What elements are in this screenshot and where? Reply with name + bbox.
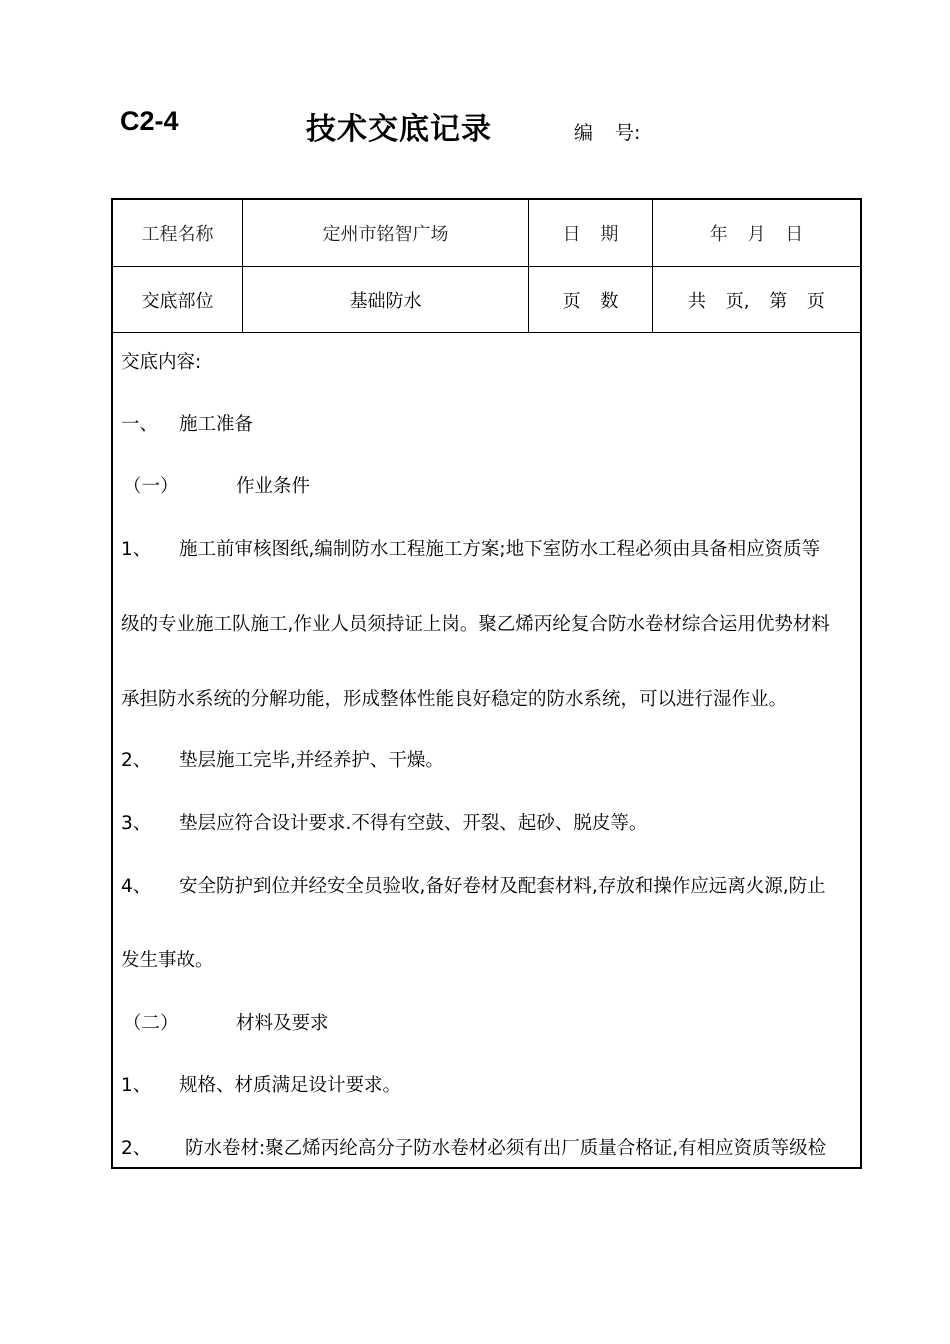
project-name-value: 定州市铭智广场 xyxy=(243,200,529,266)
document-code: C2-4 xyxy=(120,106,179,136)
item-1-line-3: 承担防水系统的分解功能，形成整体性能良好稳定的防水系统，可以进行湿作业。 xyxy=(121,689,788,710)
material-1: 1、 规格、材质满足设计要求。 xyxy=(121,1075,402,1096)
item-1-line-1: 1、 施工前审核图纸,编制防水工程施工方案;地下室防水工程必须由具备相应资质等 xyxy=(121,539,821,560)
pages-value: 共 页, 第 页 xyxy=(688,290,825,312)
section-1: 一、 施工准备 xyxy=(121,414,254,435)
subsection-1: （一） 作业条件 xyxy=(123,476,311,497)
part-label: 交底部位 xyxy=(113,267,243,332)
material-2: 2、 防水卷材:聚乙烯丙纶高分子防水卷材必须有出厂质量合格证,有相应资质等级检 xyxy=(121,1138,827,1159)
content-heading: 交底内容: xyxy=(121,352,202,373)
subsection-2: （二） 材料及要求 xyxy=(123,1013,329,1034)
item-4-line-1: 4、 安全防护到位并经安全员验收,备好卷材及配套材料,存放和操作应远离火源,防止 xyxy=(121,876,826,897)
record-table xyxy=(111,198,862,1169)
date-value: 年 月 日 xyxy=(709,224,804,245)
date-label: 日 期 xyxy=(529,200,653,266)
number-label-2: 号: xyxy=(615,122,641,144)
item-3: 3、 垫层应符合设计要求.不得有空鼓、开裂、起砂、脱皮等。 xyxy=(121,813,648,834)
item-2: 2、 垫层施工完毕,并经养护、干燥。 xyxy=(121,750,444,771)
info-row-2 xyxy=(113,267,860,333)
part-value: 基础防水 xyxy=(243,267,529,332)
document-title: 技术交底记录 xyxy=(306,112,492,147)
pages-label: 页 数 xyxy=(529,267,653,332)
info-row-1 xyxy=(113,200,860,267)
number-label: 编 xyxy=(574,122,594,144)
document-number xyxy=(574,118,640,145)
project-name-label: 工程名称 xyxy=(113,200,243,266)
item-1-line-2: 级的专业施工队施工,作业人员须持证上岗。聚乙烯丙纶复合防水卷材综合运用优势材料 xyxy=(121,614,830,635)
item-4-line-2: 发生事故。 xyxy=(121,950,214,971)
